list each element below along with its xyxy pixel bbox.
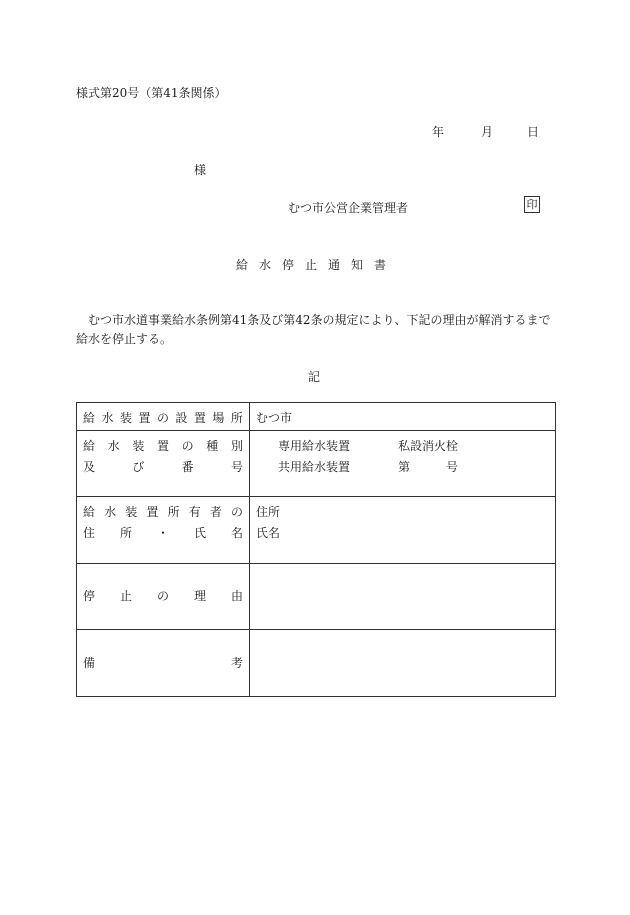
device-type-line1 — [256, 436, 549, 457]
body-text: むつ市水道事業給水条例第41条及び第42条の規定により、下記の理由が解消するまで給水を停止する。 — [76, 313, 551, 346]
table-row — [77, 403, 556, 431]
device-type-line2 — [256, 457, 549, 478]
seal-mark: 印 — [524, 196, 540, 213]
table-row — [77, 497, 556, 564]
location-value: むつ市 — [256, 411, 293, 425]
date-day-label: 日 — [527, 125, 540, 139]
owner-value-cell — [250, 497, 556, 564]
owner-label-line2: 住 所 ・ 氏 名 — [83, 526, 243, 540]
device-type-label-line1: 給 水 装 置 の 種 別 — [83, 439, 243, 453]
device-type-label-line2: 及 び 番 号 — [83, 460, 243, 474]
owner-address-label: 住所 — [256, 505, 281, 519]
reason-label-cell — [77, 564, 250, 630]
addressee-suffix: 様 — [194, 163, 207, 177]
date-month-label: 月 — [481, 125, 494, 139]
hydrant-option: 私設消火栓 — [398, 439, 459, 453]
reason-label: 停 止 の 理 由 — [83, 589, 243, 603]
location-label: 給 水 装 置 の 設 置 場 所 — [83, 411, 243, 425]
device-type-label-cell — [77, 431, 250, 497]
remarks-label-cell — [77, 630, 250, 697]
private-device-option: 専用給水装置 — [278, 439, 351, 453]
location-value-cell — [250, 403, 556, 431]
form-number: 様式第20号（第41条関係） — [76, 86, 227, 100]
sender-name: むつ市公営企業管理者 — [288, 201, 409, 215]
device-type-value-cell — [250, 431, 556, 497]
remarks-value-cell — [250, 630, 556, 697]
shared-device-option: 共用給水装置 — [278, 460, 351, 474]
table-row — [77, 630, 556, 697]
notice-table — [76, 402, 556, 697]
device-number: 第 号 — [398, 460, 458, 474]
date-year-label: 年 — [432, 125, 445, 139]
document-title: 給水停止通知書 — [236, 258, 398, 272]
owner-name-label: 氏名 — [256, 526, 281, 540]
reason-value-cell — [250, 564, 556, 630]
owner-label-line1: 給 水 装 置 所 有 者 の — [83, 505, 243, 519]
table-row — [77, 431, 556, 497]
remarks-label: 備 考 — [83, 655, 243, 670]
location-label-cell — [77, 403, 250, 431]
owner-label-cell — [77, 497, 250, 564]
ki-heading: 記 — [308, 370, 321, 384]
table-row — [77, 564, 556, 630]
